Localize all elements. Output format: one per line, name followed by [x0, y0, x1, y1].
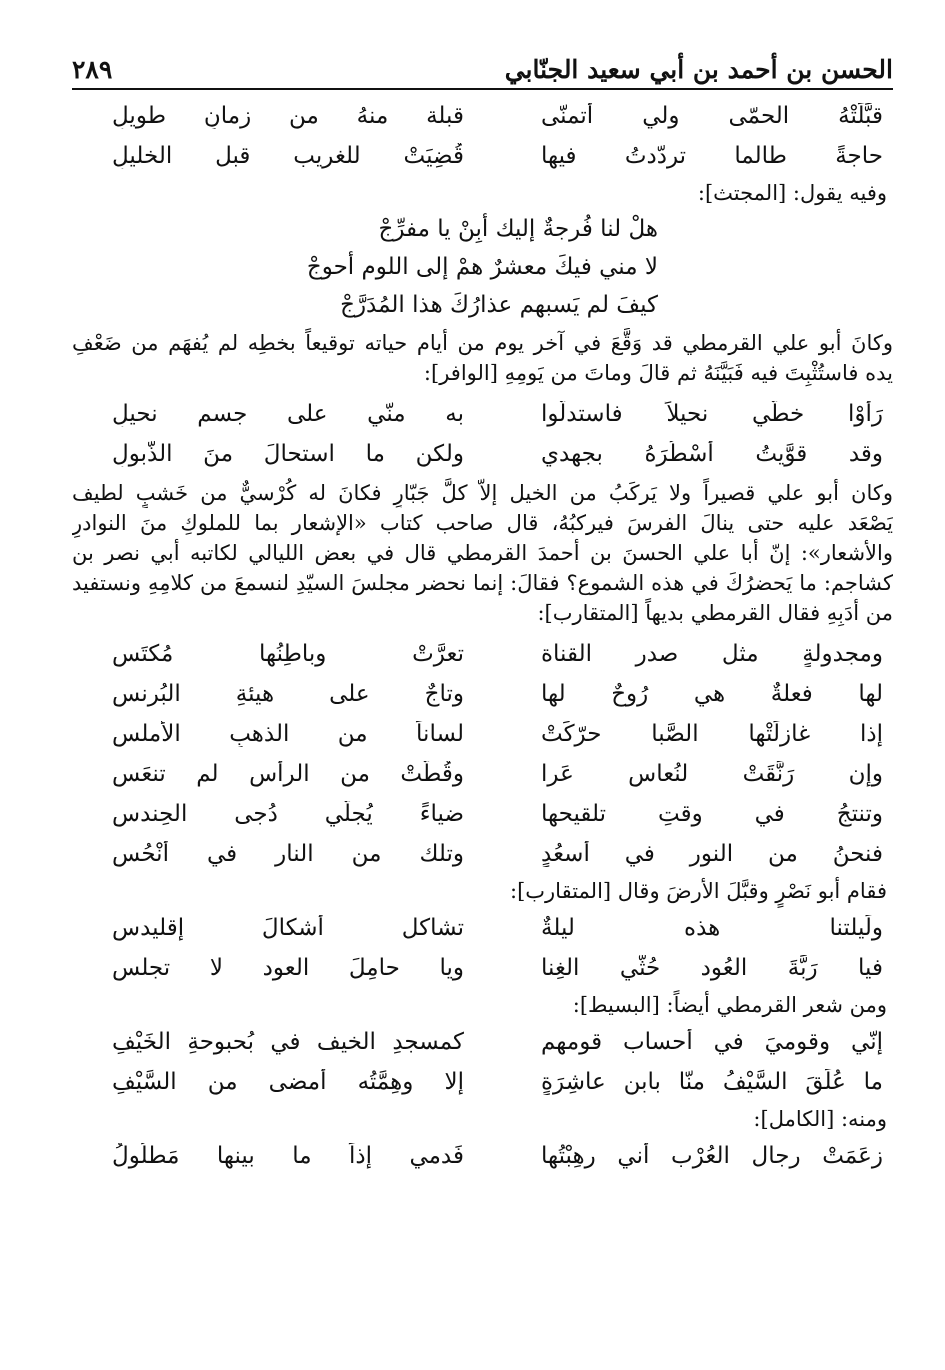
verse-line — [72, 754, 893, 794]
poem-intro: ومن شعر القرمطي أيضاً: [البسيط]: — [572, 993, 887, 1017]
verse-first-hemistich: وتنتجُ في وقتِ تلقيحها — [541, 801, 883, 827]
verse-second-hemistich: تعرَّتْ وباطِنُها مُكتَسِ — [112, 641, 464, 667]
poem-3 — [72, 394, 893, 474]
single-verse: هلْ لنا فُرجةٌ إليك أبِنْ يا مفرِّجْ — [378, 216, 658, 242]
verse-second-hemistich: ضياءً يُجلّي دُجى الحِندسِ — [112, 801, 464, 827]
verse-first-hemistich: ومجدولةٍ مثل صدر القناة — [541, 641, 883, 667]
verse-first-hemistich: رَأَوْا خطّي نحيلاً فاستدلّوا — [541, 401, 883, 427]
verse-line — [72, 794, 893, 834]
prose-paragraph — [72, 328, 893, 388]
verse-line — [72, 714, 893, 754]
page-header — [72, 38, 893, 82]
verse-first-hemistich: ما عُلِّقَ السَّيْفُ منّا بابن عاشِرَةٍ — [541, 1069, 883, 1095]
verse-second-hemistich: ولكن ما استحالَ منَ الذُّبولِ — [112, 441, 464, 467]
verse-first-hemistich: لها فعلةٌ هي رُوحٌ لها — [541, 681, 883, 707]
poem-7 — [72, 1136, 893, 1176]
prose-line: وكانَ أبو علي القرمطي قد وَقَّعَ في آخر يوم من أيام حياته توقيعاً بخطِه لم يُفهَم من ضَعْفِ — [72, 331, 893, 355]
prose-paragraph — [72, 478, 893, 628]
verse-second-hemistich: قبلة منهُ من زمانٍ طويلِ — [112, 103, 464, 129]
verse-line — [72, 394, 893, 434]
verse-line — [72, 1062, 893, 1102]
header-rule — [72, 88, 893, 90]
prose-line: يَصْعَد عليه حتى ينالَ الفرسَ فيركبُهُ، قال صاحب كتاب «الإشعار بما للملوكِ منَ النوادرِ — [72, 511, 893, 535]
verse-line — [72, 434, 893, 474]
page-body — [72, 96, 893, 1330]
verse-first-hemistich: فيا رَبَّةَ العُود حُثّي الغِنا — [541, 955, 883, 981]
verse-first-hemistich: فنحنُ من النور في أسعُدٍ — [541, 841, 883, 867]
verse-second-hemistich: وتاجٌ على هيئةِ البُرنسِ — [112, 681, 464, 707]
verse-second-hemistich: كمسجدِ الخيف في بُحبوحةِ الخَيْفِ — [112, 1029, 464, 1055]
verse-second-hemistich: إلا وهِمَّتُه أمضى من السَّيْفِ — [112, 1069, 464, 1095]
poem-intro: فقام أبو نَصْرٍ وقبَّلَ الأرضَ وقال [المتقارب]: — [510, 879, 887, 903]
prose-line: والأشعار»: إنّ أبا علي الحسنَ بن أحمدَ القرمطي قال في بعض الليالي لكاتبه أبي نصر بن — [72, 541, 893, 565]
verse-first-hemistich: حاجةً طالما تردّدتُ فيها — [541, 143, 883, 169]
running-title: الحسن بن أحمد بن أبي سعيد الجنّابي — [504, 55, 893, 84]
verse-first-hemistich: ولَيلتنا هذه ليلةٌ — [541, 915, 883, 941]
verse-line — [72, 1136, 893, 1176]
verse-second-hemistich: به منّي على جسمٍ نحيلِ — [112, 401, 464, 427]
verse-second-hemistich: ويا حامِلَ العود لا تجلسِ — [112, 955, 464, 981]
verse-second-hemistich: قُضِيَتْ للغريب قبل الخليلِ — [112, 143, 464, 169]
prose-line: كشاجم: ما يَحضرُكَ في هذه الشموع؟ فقالَ: إنما نحضر مجلسَ السيّدِ لنسمعَ من كلامِهِ ونستفيد — [72, 571, 893, 595]
verse-first-hemistich: قبَّلَتْهُ الحمّى ولي أتمنّى — [541, 103, 883, 129]
verse-second-hemistich: تشاكل أشكالَ إقليدسِ — [112, 915, 464, 941]
verse-line — [72, 1022, 893, 1062]
verse-line — [72, 834, 893, 874]
verse-line — [72, 674, 893, 714]
poem-5 — [72, 908, 893, 988]
verse-second-hemistich: وتلك من النارِ في أنْحُسِ — [112, 841, 464, 867]
single-verse: لا مني فيكَ معشرٌ همْ إلى اللوم أحوجْ — [306, 254, 658, 280]
page-number: ٢٨٩ — [72, 55, 113, 84]
verse-first-hemistich: وإن رَنَّقَتْ لنُعاسٍ عَرا — [541, 761, 883, 787]
prose-line: وكان أبو علي قصيراً ولا يَركَبُ من الخيل إلاّ كلَّ جَبّارٍ فكانَ له كُرْسيٌّ من خَشبٍ لطيف — [72, 481, 893, 505]
verse-first-hemistich: وقد قوَّيتُ أسْطُرَهُ بجهدي — [541, 441, 883, 467]
verse-line — [72, 634, 893, 674]
verse-second-hemistich: وقُطَّتْ من الرأس لم تنعَسِ — [112, 761, 464, 787]
verse-first-hemistich: زعَمَتْ رجال العُرْب أني رهِبْتُها — [541, 1143, 883, 1169]
verse-first-hemistich: إنّي وقوميَ في أحساب قومهم — [541, 1029, 883, 1055]
poem-2 — [72, 210, 893, 324]
verse-line — [72, 908, 893, 948]
prose-line: من أدَبِهِ فقال القرمطي بديهاً [المتقارب]: — [537, 601, 893, 625]
verse-second-hemistich: فَدمي إذاً ما بينها مَطلُولُ — [112, 1143, 464, 1169]
poem-intro: وفيه يقول: [المجتث]: — [697, 181, 887, 205]
verse-line — [72, 136, 893, 176]
poem-1 — [72, 96, 893, 176]
poem-intro: ومنه: [الكامل]: — [753, 1107, 887, 1131]
verse-first-hemistich: إذا غازلَتْها الصَّبا حرّكَتْ — [541, 721, 883, 747]
verse-line — [72, 96, 893, 136]
poem-4 — [72, 634, 893, 874]
verse-second-hemistich: لساناً من الذهبِ الأملسِ — [112, 721, 464, 747]
verse-line — [72, 948, 893, 988]
single-verse: كيفَ لم يَسبهم عذارُكَ هذا المُدَرَّجْ — [340, 292, 658, 318]
poem-6 — [72, 1022, 893, 1102]
prose-line: يده فاستُثْبِتَ فيه فَبَيَّنَهُ ثم قالَ وماتَ من يَومِهِ [الوافر]: — [423, 361, 893, 385]
